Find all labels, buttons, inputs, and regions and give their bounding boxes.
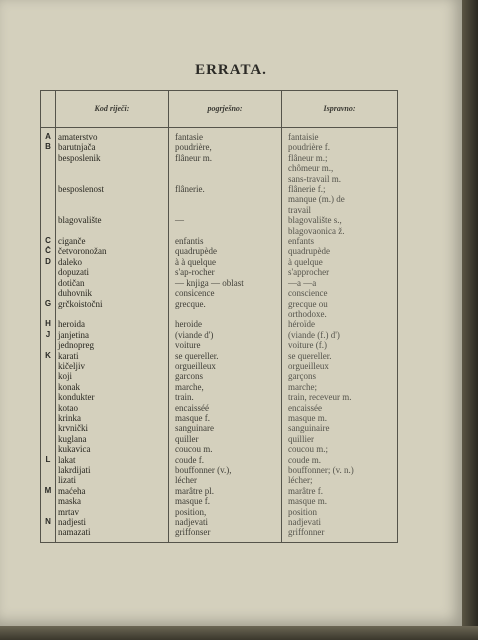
row-word: dotičan (56, 278, 169, 288)
row-word: lizati (56, 475, 169, 485)
row-word: grčkoistočni (56, 299, 169, 309)
table-row (41, 288, 398, 298)
row-right: (viande (f.) d') (282, 330, 398, 340)
book-spine (462, 0, 478, 640)
table-row (41, 128, 398, 143)
table-row (41, 267, 398, 277)
table-row (41, 330, 398, 340)
row-wrong: enfantis (169, 236, 282, 246)
row-right: train, receveur m. (282, 392, 398, 402)
row-word: krinka (56, 413, 169, 423)
table-row (41, 174, 398, 184)
table-row (41, 403, 398, 413)
letter-column-header (41, 91, 56, 128)
row-word: blagovalište (56, 215, 169, 225)
table-row (41, 299, 398, 309)
row-letter: C (41, 236, 56, 246)
row-wrong: — knjiga — oblast (169, 278, 282, 288)
row-word: ciganče (56, 236, 169, 246)
row-right: à quelque (282, 257, 398, 267)
row-right: héroïde (282, 319, 398, 329)
row-right: grecque ou (282, 299, 398, 309)
row-right: nadjevati (282, 517, 398, 527)
table-row (41, 444, 398, 454)
row-wrong: (viande d') (169, 330, 282, 340)
right-column-header: Ispravno: (282, 91, 398, 128)
row-right: blagovalište s., (282, 215, 398, 225)
table-row (41, 205, 398, 215)
row-word (56, 205, 169, 215)
row-letter (41, 153, 56, 163)
row-letter (41, 371, 56, 381)
row-right: travail (282, 205, 398, 215)
page-title: ERRATA. (195, 62, 267, 78)
row-wrong: marâtre pl. (169, 486, 282, 496)
row-wrong: grecque. (169, 299, 282, 309)
row-letter (41, 163, 56, 173)
row-right: flâneur m.; (282, 153, 398, 163)
row-wrong: masque f. (169, 413, 282, 423)
row-right: encaissée (282, 403, 398, 413)
row-letter: Č (41, 246, 56, 256)
table-header-row (41, 91, 398, 128)
row-right: chômeur m., (282, 163, 398, 173)
row-letter (41, 392, 56, 402)
row-wrong: orgueilleux (169, 361, 282, 371)
errata-table (40, 90, 398, 543)
row-letter (41, 434, 56, 444)
row-word: dopuzati (56, 267, 169, 277)
row-letter: A (41, 128, 56, 143)
row-right: —a —a (282, 278, 398, 288)
row-right: lécher; (282, 475, 398, 485)
row-word: daleko (56, 257, 169, 267)
row-letter (41, 288, 56, 298)
row-right: sanguinaire (282, 423, 398, 433)
page-bottom-edge (0, 626, 478, 640)
row-letter (41, 496, 56, 506)
row-right: quadrupède (282, 246, 398, 256)
row-right: manque (m.) de (282, 194, 398, 204)
table-row (41, 153, 398, 163)
row-right: marche; (282, 382, 398, 392)
row-right: flânerie f.; (282, 184, 398, 194)
table-row (41, 413, 398, 423)
row-wrong: heroide (169, 319, 282, 329)
row-wrong: garcons (169, 371, 282, 381)
table-row (41, 246, 398, 256)
row-word: konak (56, 382, 169, 392)
table-row (41, 527, 398, 542)
table-row (41, 507, 398, 517)
row-word (56, 309, 169, 319)
row-letter (41, 205, 56, 215)
row-right: masque m. (282, 496, 398, 506)
row-wrong: sanguinare (169, 423, 282, 433)
row-word: kuglana (56, 434, 169, 444)
row-right: masque m. (282, 413, 398, 423)
row-letter (41, 340, 56, 350)
table-row (41, 465, 398, 475)
row-right: s'approcher (282, 267, 398, 277)
row-letter (41, 184, 56, 194)
row-wrong: position, (169, 507, 282, 517)
row-letter: K (41, 351, 56, 361)
row-letter: D (41, 257, 56, 267)
row-wrong: nadjevati (169, 517, 282, 527)
row-letter (41, 507, 56, 517)
row-wrong: flânerie. (169, 184, 282, 194)
row-word: jednopreg (56, 340, 169, 350)
row-letter: B (41, 142, 56, 152)
row-wrong (169, 194, 282, 204)
row-right: quillier (282, 434, 398, 444)
row-wrong: lécher (169, 475, 282, 485)
table-row (41, 517, 398, 527)
row-wrong: griffonser (169, 527, 282, 542)
row-word: kukavica (56, 444, 169, 454)
row-letter: H (41, 319, 56, 329)
row-word: maska (56, 496, 169, 506)
row-word: maćeha (56, 486, 169, 496)
row-wrong: à à quelque (169, 257, 282, 267)
row-wrong: poudrière, (169, 142, 282, 152)
row-right: se quereller. (282, 351, 398, 361)
row-word (56, 163, 169, 173)
row-word: heroida (56, 319, 169, 329)
row-wrong: flâneur m. (169, 153, 282, 163)
row-right: voiture (f.) (282, 340, 398, 350)
row-right: bouffonner; (v. n.) (282, 465, 398, 475)
table-row (41, 434, 398, 444)
row-wrong (169, 174, 282, 184)
row-word: kondukter (56, 392, 169, 402)
row-word: barutnjača (56, 142, 169, 152)
row-right: enfants (282, 236, 398, 246)
table-row (41, 309, 398, 319)
row-word: amaterstvo (56, 128, 169, 143)
row-wrong: consicence (169, 288, 282, 298)
table-row (41, 455, 398, 465)
row-word: karati (56, 351, 169, 361)
row-wrong: — (169, 215, 282, 225)
table-row (41, 163, 398, 173)
row-right: blagovaonica ž. (282, 226, 398, 236)
row-word: lakrdijati (56, 465, 169, 475)
row-word: namazati (56, 527, 169, 542)
table-row (41, 257, 398, 267)
row-letter (41, 465, 56, 475)
row-word: besposlenost (56, 184, 169, 194)
table-row (41, 371, 398, 381)
table-row (41, 340, 398, 350)
word-column-header: Kod riječi: (56, 91, 169, 128)
table-row (41, 423, 398, 433)
row-letter: L (41, 455, 56, 465)
row-letter (41, 444, 56, 454)
row-right: garçons (282, 371, 398, 381)
table-row (41, 486, 398, 496)
row-right: sans-travail m. (282, 174, 398, 184)
row-wrong: bouffonner (v.), (169, 465, 282, 475)
row-right: marâtre f. (282, 486, 398, 496)
row-wrong: marche, (169, 382, 282, 392)
row-word (56, 226, 169, 236)
table-row (41, 351, 398, 361)
row-letter (41, 475, 56, 485)
row-right: position (282, 507, 398, 517)
row-letter (41, 194, 56, 204)
row-letter (41, 382, 56, 392)
row-word: duhovnik (56, 288, 169, 298)
row-letter: M (41, 486, 56, 496)
row-word (56, 174, 169, 184)
row-right: orgueilleux (282, 361, 398, 371)
row-right: poudrière f. (282, 142, 398, 152)
row-wrong (169, 163, 282, 173)
row-letter (41, 361, 56, 371)
row-word: koji (56, 371, 169, 381)
row-word: janjetina (56, 330, 169, 340)
table-row (41, 226, 398, 236)
row-right: griffonner (282, 527, 398, 542)
row-letter (41, 423, 56, 433)
wrong-column-header: pogrješno: (169, 91, 282, 128)
table-row (41, 184, 398, 194)
row-wrong: s'ap-rocher (169, 267, 282, 277)
row-wrong: quiller (169, 434, 282, 444)
row-wrong: se quereller. (169, 351, 282, 361)
row-wrong: coude f. (169, 455, 282, 465)
table-row (41, 236, 398, 246)
row-wrong (169, 205, 282, 215)
row-right: coucou m.; (282, 444, 398, 454)
table-row (41, 215, 398, 225)
row-wrong: encaisséé (169, 403, 282, 413)
table-row (41, 382, 398, 392)
row-letter (41, 215, 56, 225)
row-wrong (169, 309, 282, 319)
row-word (56, 194, 169, 204)
row-letter (41, 267, 56, 277)
row-right: conscience (282, 288, 398, 298)
table-row (41, 392, 398, 402)
table-row (41, 278, 398, 288)
table-row (41, 194, 398, 204)
row-letter: J (41, 330, 56, 340)
table-row (41, 361, 398, 371)
row-word: lakat (56, 455, 169, 465)
row-word: krvnički (56, 423, 169, 433)
row-letter: N (41, 517, 56, 527)
table-row (41, 319, 398, 329)
row-word: mrtav (56, 507, 169, 517)
row-letter: G (41, 299, 56, 309)
row-letter (41, 278, 56, 288)
row-wrong: quadrupède (169, 246, 282, 256)
row-wrong: coucou m. (169, 444, 282, 454)
table-row (41, 142, 398, 152)
row-right: fantaisie (282, 128, 398, 143)
row-wrong: voiture (169, 340, 282, 350)
row-word: nadjesti (56, 517, 169, 527)
row-letter (41, 226, 56, 236)
row-word: kičeljiv (56, 361, 169, 371)
table-row (41, 475, 398, 485)
row-wrong: masque f. (169, 496, 282, 506)
row-right: coude m. (282, 455, 398, 465)
row-word: kotao (56, 403, 169, 413)
row-word: besposlenik (56, 153, 169, 163)
row-letter (41, 403, 56, 413)
row-wrong: train. (169, 392, 282, 402)
row-right: orthodoxe. (282, 309, 398, 319)
row-wrong: fantasie (169, 128, 282, 143)
row-letter (41, 527, 56, 542)
row-letter (41, 413, 56, 423)
row-word: četvoronožan (56, 246, 169, 256)
row-wrong (169, 226, 282, 236)
row-letter (41, 309, 56, 319)
errata-rows (41, 128, 398, 543)
row-letter (41, 174, 56, 184)
table-row (41, 496, 398, 506)
